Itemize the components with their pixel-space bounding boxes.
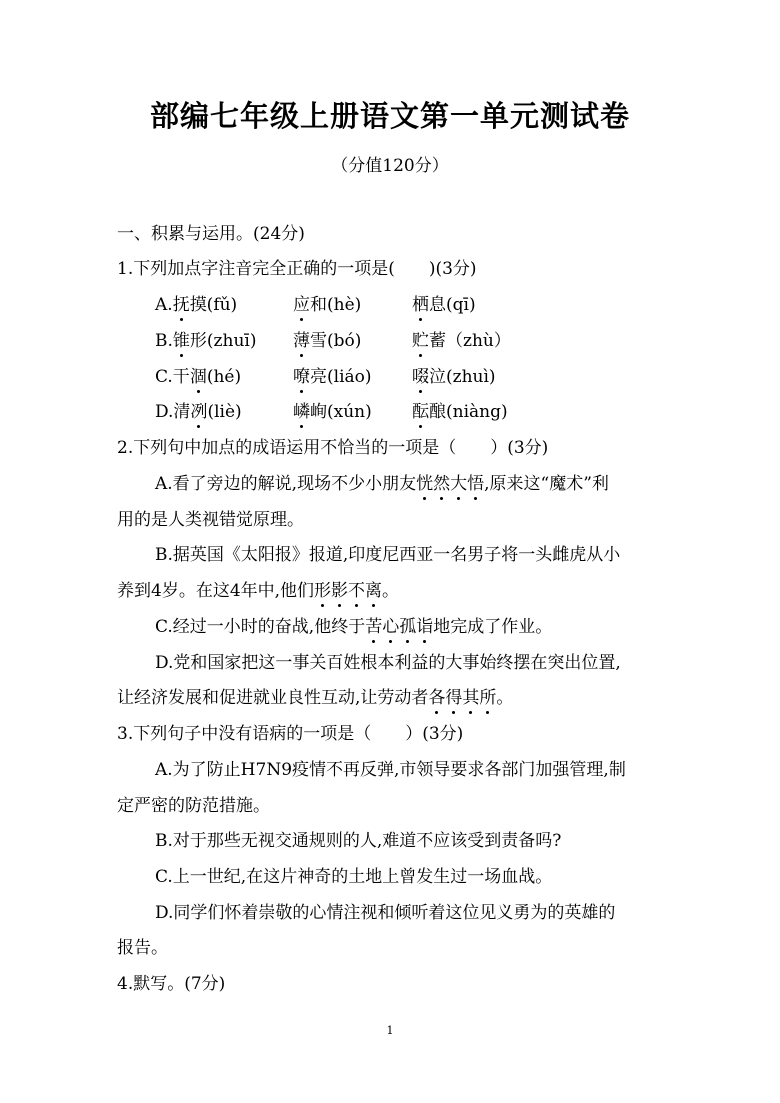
q2-stem: 2.下列句中加点的成语运用不恰当的一项是（ ）(3分) [117, 438, 549, 458]
option-cell: B.锥形(zhuī) [155, 331, 257, 351]
emphasis-char: 冽 [190, 402, 208, 422]
emphasis-char: 诣 [416, 617, 434, 637]
emphasis-char: 薄 [293, 331, 310, 351]
emphasis-char: 啜 [412, 367, 429, 387]
q2-option-b-line1: B.据英国《太阳报》报道,印度尼西亚一名男子将一头雌虎从小 [155, 545, 621, 565]
q2-option-a-line1: A.看了旁边的解说,现场不少小朋友恍然大悟,原来这“魔术”利 [155, 474, 609, 494]
q2-option-d-line1: D.党和国家把这一事关百姓根本利益的大事始终摆在突出位置, [155, 653, 621, 673]
q2-option-a-line2: 用的是人类视错觉原理。 [117, 510, 304, 530]
emphasis-char: 心 [382, 617, 400, 637]
emphasis-char: 嘹 [293, 367, 310, 387]
page-title: 部编七年级上册语文第一单元测试卷 [149, 99, 630, 133]
q2-option-b-line2: 养到4岁。在这4年中,他们形影不离。 [117, 581, 400, 601]
option-cell: 嘹亮(liáo) [293, 367, 372, 387]
option-cell: D.清冽(liè) [155, 402, 242, 422]
q2-option-d-line2: 让经济发展和促进就业良性互动,让劳动者各得其所。 [117, 688, 514, 708]
emphasis-char: 离 [365, 581, 383, 601]
emphasis-char: 得 [445, 688, 463, 708]
option-cell: C.干涸(hé) [155, 367, 242, 387]
q3-option-d-line2: 报告。 [117, 938, 168, 958]
emphasis-char: 然 [433, 474, 451, 494]
q3-option-c: C.上一世纪,在这片神奇的土地上曾发生过一场血战。 [155, 867, 553, 887]
q3-option-a-line2: 定严密的防范措施。 [117, 796, 270, 816]
emphasis-char: 涸 [189, 367, 207, 387]
q3-option-b: B.对于那些无视交通规则的人,难道不应该受到责备吗? [155, 831, 562, 851]
emphasis-char: 不 [348, 581, 366, 601]
emphasis-char: 锥 [172, 331, 190, 351]
page-number: 1 [386, 1024, 394, 1037]
option-cell: A.抚摸(fǔ) [155, 295, 238, 315]
emphasis-char: 影 [331, 581, 349, 601]
emphasis-char: 应 [293, 295, 310, 315]
q4-stem: 4.默写。(7分) [117, 974, 226, 994]
q3-stem: 3.下列句子中没有语病的一项是（ ）(3分) [117, 724, 464, 744]
emphasis-char: 栖 [412, 295, 429, 315]
emphasis-char: 孤 [399, 617, 417, 637]
q1-option-row-a [155, 293, 476, 317]
q1-option-row-b [155, 329, 511, 353]
emphasis-char: 其 [462, 688, 480, 708]
option-cell: 薄雪(bó) [293, 331, 362, 351]
emphasis-char: 抚 [172, 295, 190, 315]
q1-option-row-c [155, 365, 496, 389]
section-heading: 一、积累与运用。(24分) [117, 224, 305, 244]
q2-option-c: C.经过一小时的奋战,他终于苦心孤诣地完成了作业。 [155, 617, 553, 637]
emphasis-char: 恍 [416, 474, 434, 494]
option-cell: 嶙峋(xún) [293, 402, 372, 422]
q1-stem: 1.下列加点字注音完全正确的一项是( )(3分) [117, 259, 477, 279]
emphasis-char: 贮 [412, 331, 429, 351]
emphasis-char: 所 [479, 688, 497, 708]
q1-option-row-d [155, 400, 508, 424]
emphasis-char: 嶙 [293, 402, 310, 422]
emphasis-char: 悟 [467, 474, 485, 494]
option-cell: 应和(hè) [293, 295, 362, 315]
option-cell: 栖息(qī) [412, 295, 476, 315]
option-cell: 酝酿(niàng) [412, 402, 508, 422]
score-note: （分值120分） [331, 156, 449, 176]
emphasis-char: 苦 [365, 617, 383, 637]
q3-option-d-line1: D.同学们怀着崇敬的心情注视和倾听着这位见义勇为的英雄的 [155, 903, 616, 923]
emphasis-char: 大 [450, 474, 468, 494]
emphasis-char: 酝 [412, 402, 429, 422]
q3-option-a-line1: A.为了防止H7N9疫情不再反弹,市领导要求各部门加强管理,制 [155, 760, 626, 780]
option-cell: 啜泣(zhuì) [412, 367, 496, 387]
emphasis-char: 各 [428, 688, 446, 708]
emphasis-char: 形 [314, 581, 332, 601]
option-cell: 贮蓄（zhù） [412, 331, 511, 351]
